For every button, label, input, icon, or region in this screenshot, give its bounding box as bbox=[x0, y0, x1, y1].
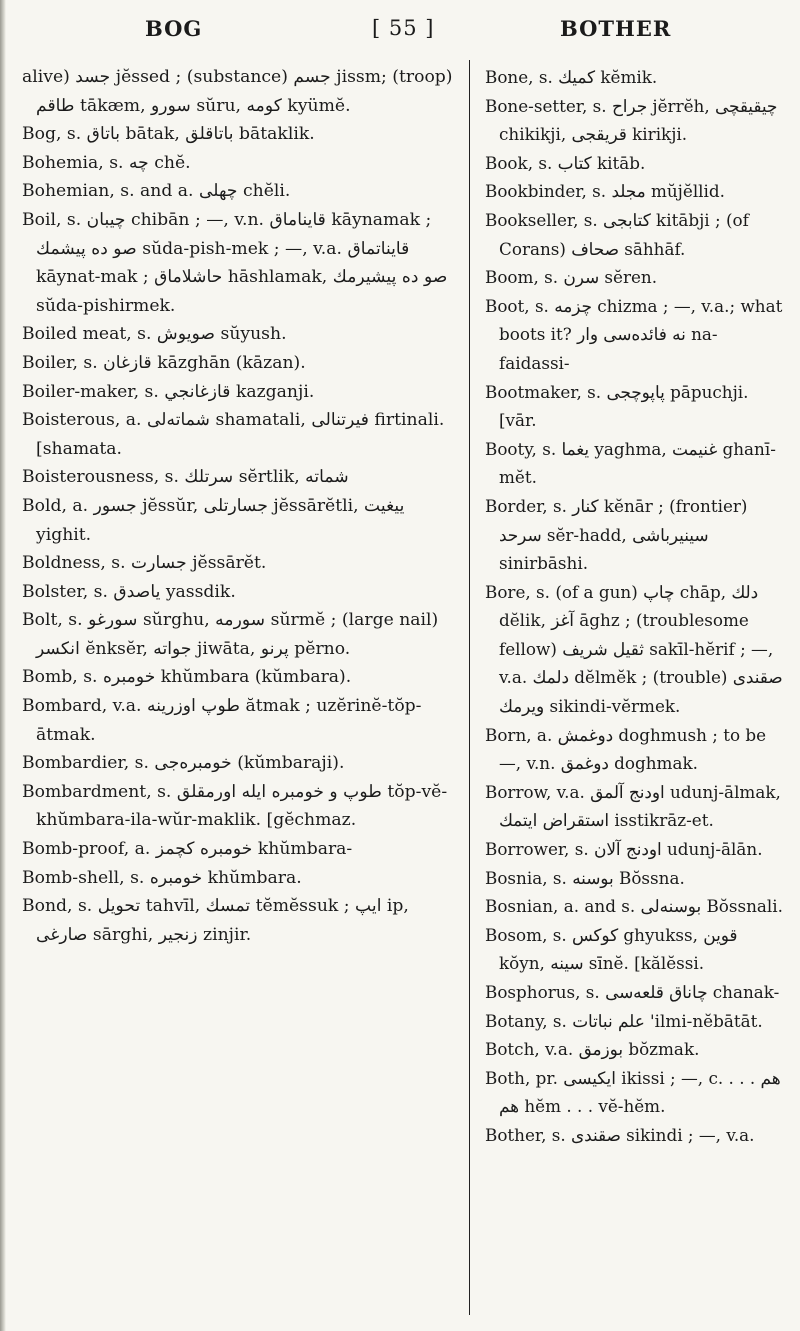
entry-borrow: Borrow, v.a. اودنج آلمق udunj-ālmak, استقراض ايتمك isstikrāz-et. bbox=[485, 781, 781, 831]
entry-bomb: Bomb, s. خومبرە khŭmbara (kŭmbara). bbox=[22, 667, 352, 688]
entry-boot: Boot, s. چزمه chizma ; —, v.a.; what boots it? نه فائدەسی وار na-faidassi- bbox=[485, 295, 783, 373]
entry-bosphorus: Bosphorus, s. چاناق قلعەسی chanak- bbox=[485, 982, 780, 1002]
entry-book: Book, s. كتاب kitāb. bbox=[485, 152, 646, 173]
page-header bbox=[0, 16, 800, 46]
entry-botany: Botany, s. علم نباتات 'ilmi-nĕbātāt. bbox=[485, 1010, 763, 1031]
entry-boldness: Boldness, s. جسارت jĕssārĕt. bbox=[22, 553, 267, 574]
entry-bookbinder: Bookbinder, s. مجلد mŭjĕllid. bbox=[485, 181, 725, 202]
entry-bohemian: Bohemian, s. and a. چهلی chĕli. bbox=[22, 181, 291, 202]
right-column bbox=[485, 63, 785, 1150]
header-left-word: BOG bbox=[145, 16, 203, 41]
entry-bolster: Bolster, s. ياصدق yassdik. bbox=[22, 581, 236, 602]
entry-bosom: Bosom, s. كوكس ghyukss, قوين kŏyn, سينه sīnĕ. [kălĕssi. bbox=[485, 924, 738, 974]
entry-bold: Bold, a. جسور jĕssŭr, جسارتلی jĕssārĕtli, ييغيت yighit. bbox=[22, 495, 405, 545]
page-number: [ 55 ] bbox=[372, 16, 435, 40]
entry-bone: Bone, s. كميك kĕmik. bbox=[485, 67, 658, 87]
entry-bother: Bother, s. صقندی sikindi ; —, v.a. bbox=[485, 1124, 755, 1145]
header-right-word: BOTHER bbox=[560, 16, 672, 41]
entry-bone-setter: Bone-setter, s. جراح jĕrrĕh, چيقيقچی chikikji, قريقجی kirikji. bbox=[485, 95, 778, 145]
entry-boisterous: Boisterous, a. شماتەلی shamatali, فيرتنالی firtinali. [shamata. bbox=[22, 410, 445, 459]
entry-boiled-meat: Boiled meat, s. صويوش sŭyush. bbox=[22, 324, 287, 345]
column-divider bbox=[469, 60, 470, 1315]
entry-both: Both, pr. ايكيسی ikissi ; —, c. هم . . . هم hĕm . . . vĕ-hĕm. bbox=[485, 1067, 781, 1117]
entry-boil: Boil, s. چيبان chibān ; —, v.n. قايناماق kāynamak ; صو دە پيشمك sŭda-pish-mek ; —, v.a. قايناتماق kāynat-mak ; حاشلاماق hāshlamak, صو دە پيشيرمك sŭda-pishirmek. bbox=[22, 209, 448, 316]
entry-boom: Boom, s. سرن sĕren. bbox=[485, 267, 658, 288]
entry-bond: Bond, s. تحويل tahvīl, تمسك tĕmĕssuk ; ايپ ip, صارغی sārghi, زنجير zinjir. bbox=[22, 896, 409, 945]
entry-bootmaker: Bootmaker, s. پاپوچجی pāpuchji. [vār. bbox=[485, 381, 749, 431]
entry-born: Born, a. دوغمش doghmush ; to be —, v.n. دوغمق doghmak. bbox=[485, 724, 767, 774]
entry-bog: Bog, s. باتاق bātak, باتاقلق bātaklik. bbox=[22, 124, 315, 145]
entry-bosnia: Bosnia, s. بوسنه Bŏssna. bbox=[485, 867, 685, 888]
entry-bosnian: Bosnian, a. and s. بوسنەلی Bŏssnali. bbox=[485, 896, 783, 917]
page-binding-shadow bbox=[0, 0, 6, 1331]
entry-bolt: Bolt, s. سورغو sŭrghu, سورمه sŭrmĕ ; (large nail) انكسر ĕnksĕr, جواتە jiwāta, پرنو pĕrno. bbox=[22, 610, 439, 659]
entry-booty: Booty, s. يغما yaghma, غنيمت ghanī-mĕt. bbox=[485, 438, 776, 488]
entry-bombardment: Bombardment, s. طوپ و خومبرە ايله اورمقلق tŏp-vĕ-khŭmbara-ila-wŭr-maklik. [gĕchmaz. bbox=[22, 781, 448, 831]
entry-boiler: Boiler, s. قازغان kāzghān (kāzan). bbox=[22, 352, 306, 373]
entry-borrower: Borrower, s. اودنج آلان udunj-ālān. bbox=[485, 839, 763, 860]
entry-bohemia: Bohemia, s. چه chĕ. bbox=[22, 152, 191, 173]
entry-boisterousness: Boisterousness, s. سرتلك sĕrtlik, شماتە bbox=[22, 467, 349, 488]
entry-alive-cont: alive) جسد jĕssed ; (substance) جسم jissm; (troop) طاقم tākæm, سورو sŭru, كومه kyümĕ. bbox=[22, 67, 453, 116]
entry-botch: Botch, v.a. بوزمق bŏzmak. bbox=[485, 1039, 700, 1060]
entry-bookseller: Bookseller, s. كتابجی kitābji ; (of Corans) صحاف sāhhāf. bbox=[485, 209, 749, 259]
entry-boiler-maker: Boiler-maker, s. قازغانجي kazganji. bbox=[22, 381, 315, 402]
entry-border: Border, s. كنار kĕnār ; (frontier) سرحد sĕr-hadd, سينيرباشی sinirbāshi. bbox=[485, 495, 748, 574]
entry-bombardier: Bombardier, s. خومبرەجی (kŭmbaraji). bbox=[22, 753, 345, 774]
entry-bombard: Bombard, v.a. طوپ اوزرينه ătmak ; uzĕrinĕ-tŏp-ātmak. bbox=[22, 696, 422, 745]
left-column bbox=[22, 63, 454, 949]
entry-bomb-shell: Bomb-shell, s. خومبرە khŭmbara. bbox=[22, 867, 302, 888]
entry-bore: Bore, s. (of a gun) چاپ chāp, دلك dĕlik, آغز āghz ; (troublesome fellow) ثقيل شريف sakīl-hĕrif ; —, v.a. دلمك dĕlmĕk ; (trouble) صقندی ويرمك sikindi-vĕrmek. bbox=[485, 581, 783, 717]
entry-bomb-proof: Bomb-proof, a. خومبرە كچمز khŭmbara- bbox=[22, 839, 353, 860]
